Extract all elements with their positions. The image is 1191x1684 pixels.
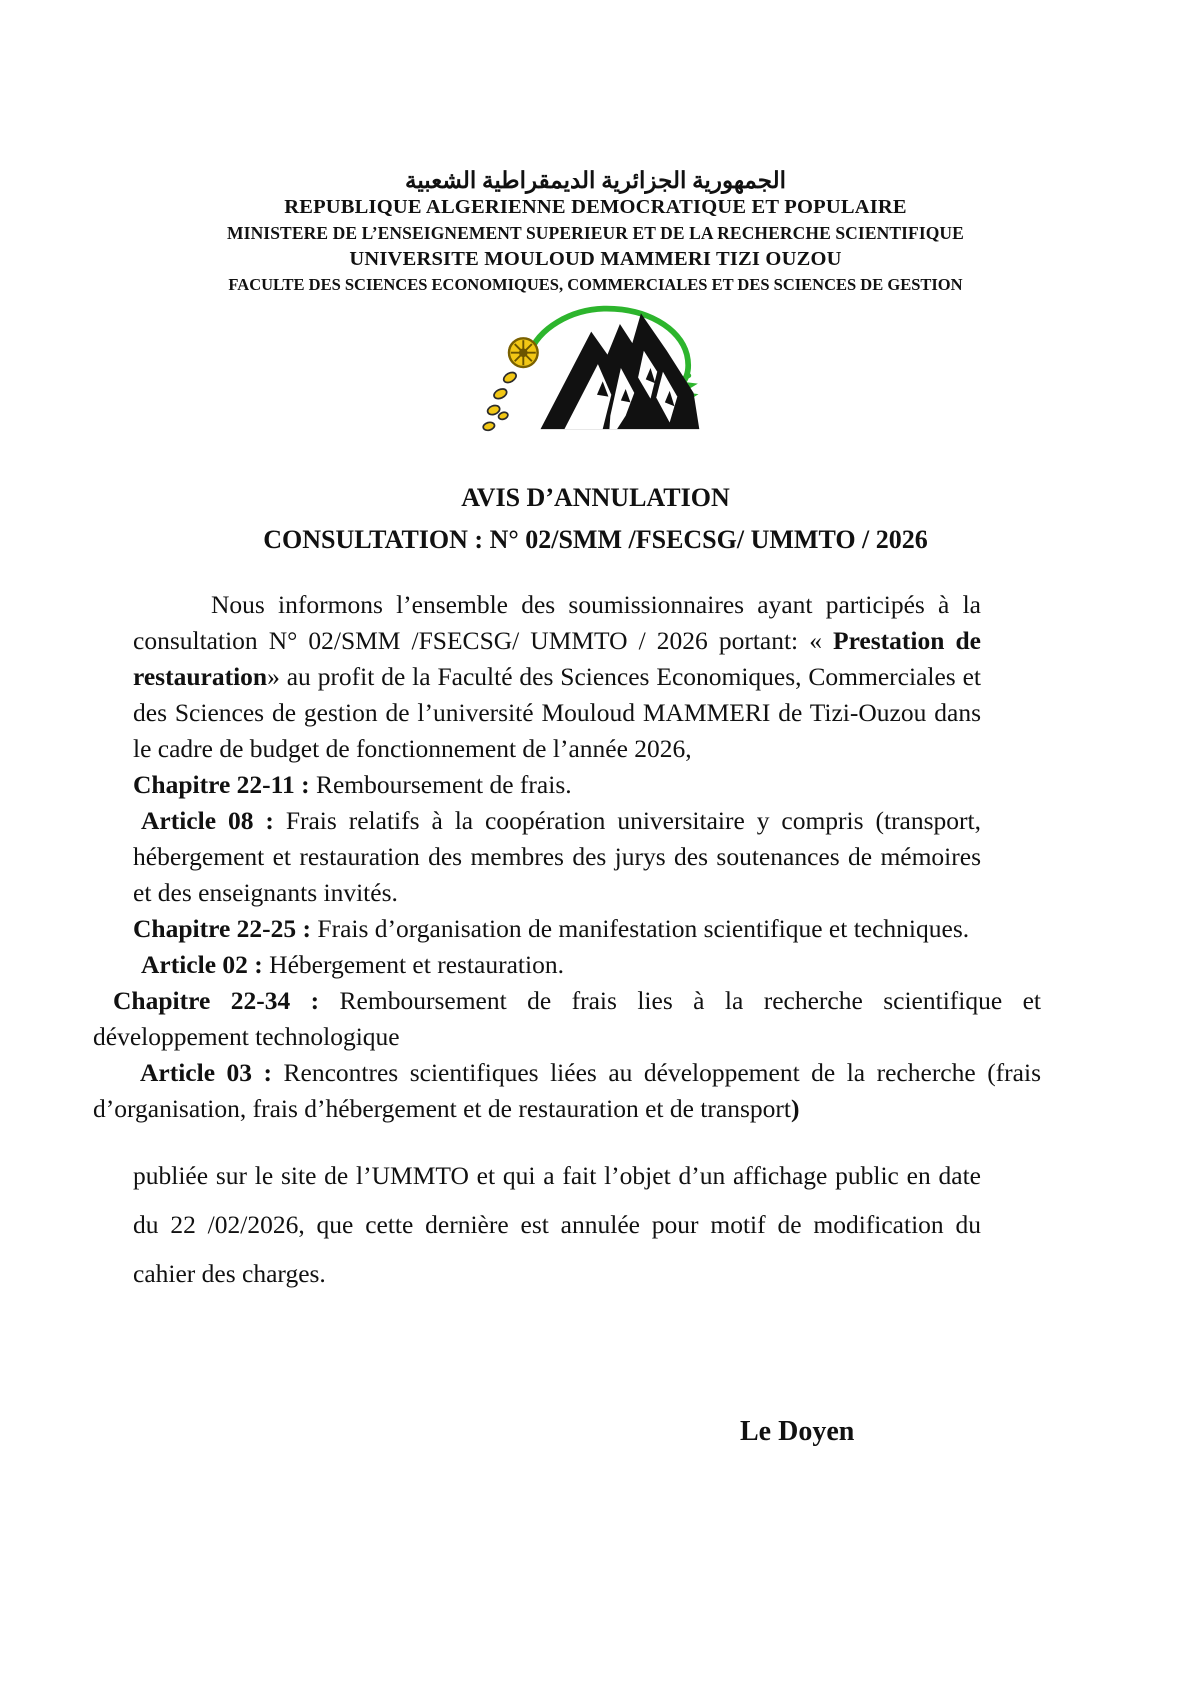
intro-text-end: » au profit de la Faculté des Sciences Economiques, Commerciales et des Sciences de gestion de l’université Mouloud MAMMERI de Tizi-Ouzou dans le cadre de budget de fonctionnement de l’année 2026, — [133, 662, 981, 763]
article-03-text: Rencontres scientifiques liées au développement de la recherche (frais d’organisation, frais d’hébergement et de restauration et de transport — [93, 1058, 1041, 1123]
notice-title-block — [0, 477, 1191, 561]
article-03-close-paren: ) — [790, 1094, 800, 1123]
article-02-label: Article 02 : — [141, 950, 263, 979]
chapitre-22-25-text: Frais d’organisation de manifestation scientifique et techniques. — [311, 914, 970, 943]
header-ministry-line: MINISTERE DE L’ENSEIGNEMENT SUPERIEUR ET DE LA RECHERCHE SCIENTIFIQUE — [227, 223, 964, 243]
article-02 — [133, 947, 981, 983]
chapitre-22-11-label: Chapitre 22-11 : — [133, 770, 310, 799]
article-08-text: Frais relatifs à la coopération universitaire y compris (transport, hébergement et restauration des membres des jurys des soutenances de mémoires et des enseignants invités. — [133, 806, 981, 907]
header-university-line: UNIVERSITE MOULOUD MAMMERI TIZI OUZOU — [349, 248, 842, 270]
header-faculty-line: FACULTE DES SCIENCES ECONOMIQUES, COMMERCIALES ET DES SCIENCES DE GESTION — [228, 275, 963, 294]
chapitre-22-34-label: Chapitre 22-34 : — [113, 986, 320, 1015]
intro-paragraph — [133, 587, 981, 767]
closing-paragraph: publiée sur le site de l’UMMTO et qui a fait l’objet d’un affichage public en date du 22 /02/2026, que cette dernière est annulée pour motif de modification du cahier des charges. — [133, 1161, 981, 1288]
university-logo — [0, 301, 1191, 433]
consultation-number: CONSULTATION : N° 02/SMM /FSECSG/ UMMTO / 2026 — [263, 525, 928, 554]
notice-title: AVIS D’ANNULATION — [461, 483, 730, 512]
chapitre-22-25 — [133, 911, 981, 947]
intro-text-start: Nous informons l’ensemble des soumissionnaires ayant participés à la consultation N° 02/SMM /FSECSG/ UMMTO / 2026 portant: « — [133, 590, 981, 655]
chapitre-22-34-text: Remboursement de frais lies à la recherche scientifique et développement technologique — [93, 986, 1042, 1051]
ummto-mountains-icon — [462, 301, 730, 433]
article-02-text: Hébergement et restauration. — [262, 950, 564, 979]
document-header — [0, 168, 1191, 433]
header-arabic-line: الجمهورية الجزائرية الديمقراطية الشعبية — [405, 168, 786, 193]
article-08-label: Article 08 : — [141, 806, 274, 835]
article-03 — [93, 1055, 1041, 1127]
header-republic-line: REPUBLIQUE ALGERIENNE DEMOCRATIQUE ET POPULAIRE — [284, 196, 907, 218]
chapitre-22-25-label: Chapitre 22-25 : — [133, 914, 312, 943]
chapitre-22-11 — [133, 767, 981, 803]
signature-le-doyen: Le Doyen — [740, 1416, 855, 1447]
intro-bold-object: Prestation de restauration — [133, 626, 981, 691]
chapitre-22-11-text: Remboursement de frais. — [309, 770, 572, 799]
article-03-label: Article 03 : — [140, 1058, 273, 1087]
notice-body — [0, 587, 1191, 1298]
chapitre-22-34 — [93, 983, 1041, 1055]
article-08 — [133, 803, 981, 911]
